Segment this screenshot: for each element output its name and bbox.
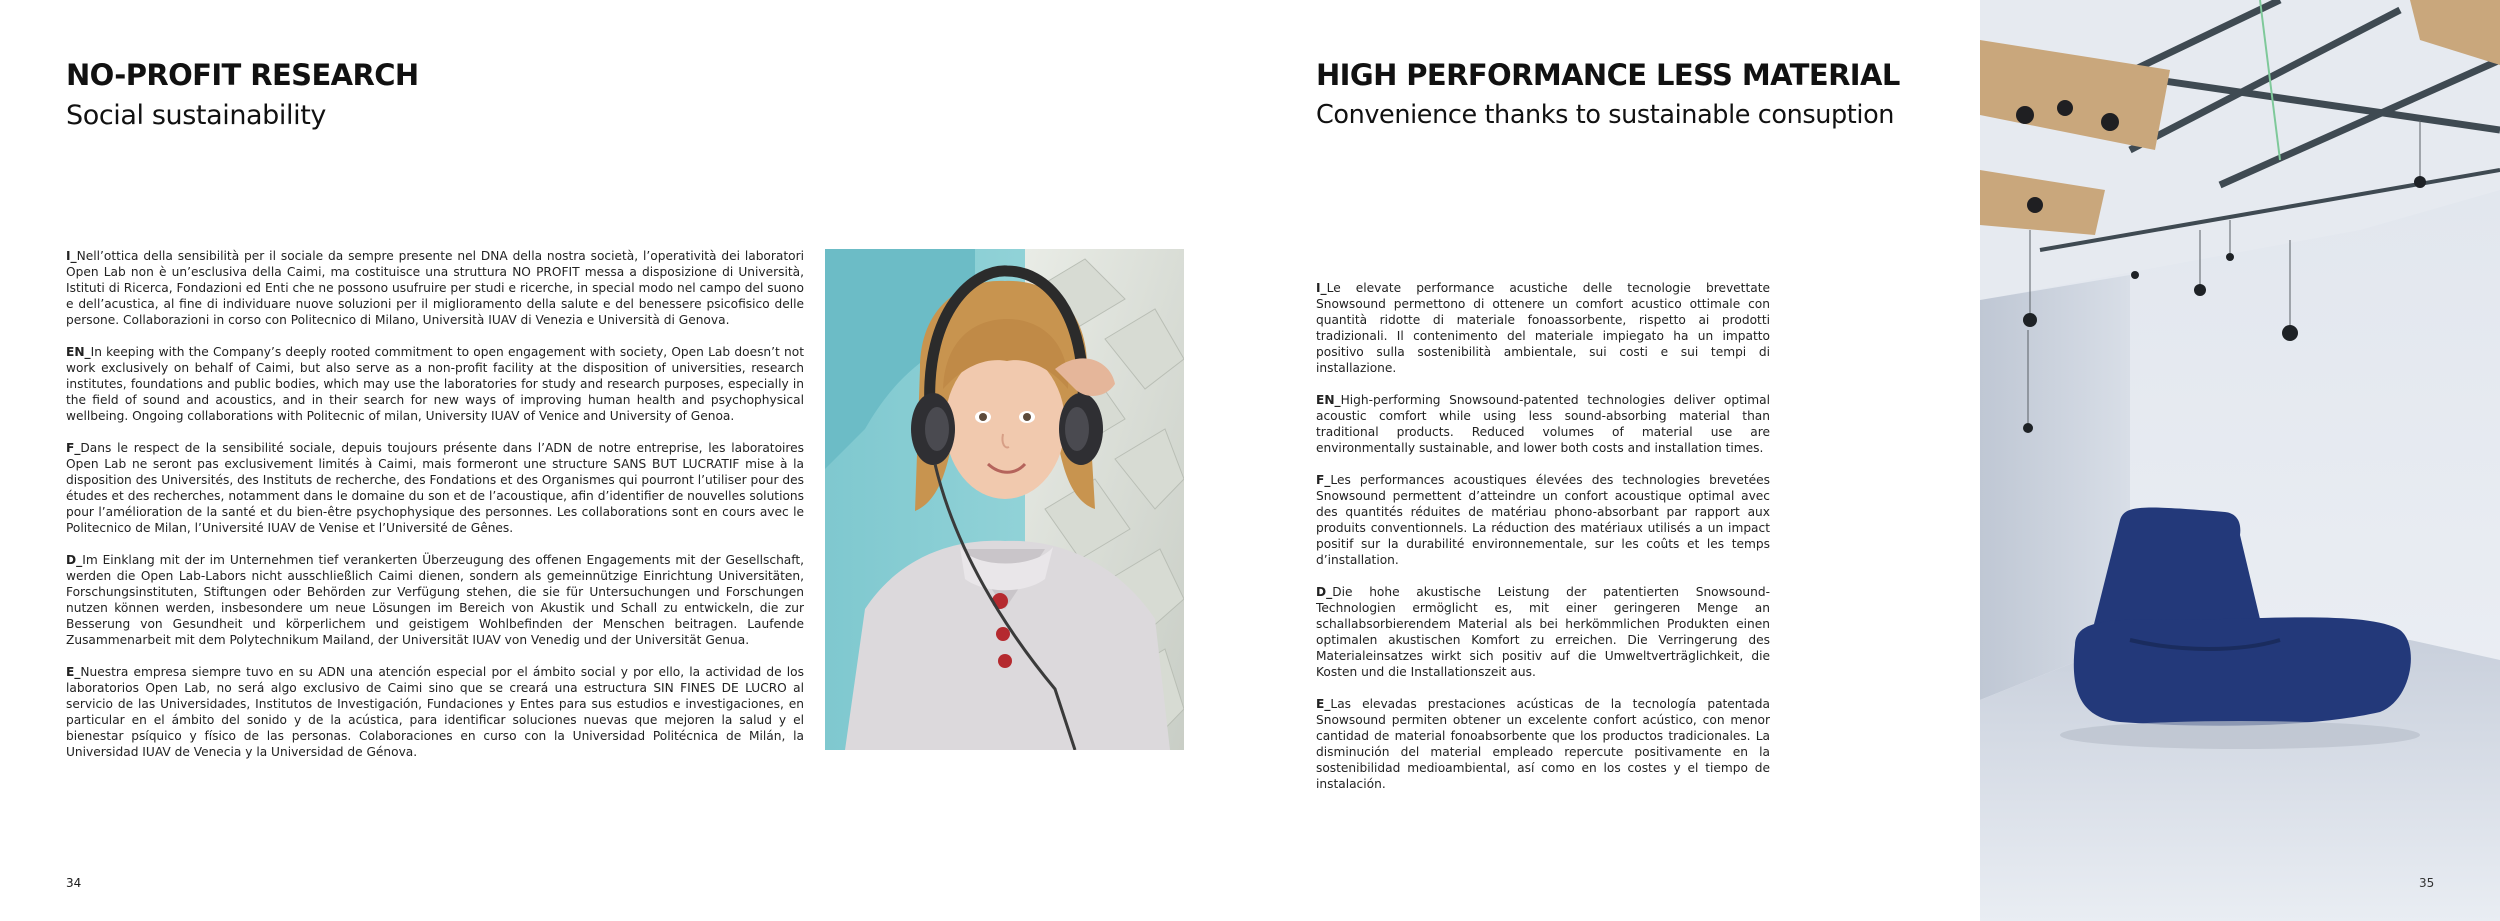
left-page-number: 34: [66, 876, 82, 890]
right-body-text: [1316, 280, 1770, 808]
paragraph-german: D_Im Einklang mit der im Unternehmen tief verankerten Überzeugung des offenen Engagements mit der Gesellschaft, werden die Open Lab-Labors nicht ausschließlich Caimi dienen, sondern als gemeinnützige Einrichtung Universitäten, Forschungsinstituten, Stiftungen oder Behörden zur Verfügung stehen, die sie für Untersuchungen und Forschungen nutzen können werden, insbesondere um neue Lösungen im Bereich von Akustik und Schall zu entwickeln, die zur Besserung von Gesundheit und körperlichem und geistigem Wohlbefinden der Menschen beitragen. Laufende Zusammenarbeit mit dem Polytechnikum Mailand, der Universität IUAV von Venedig und der Universität Genua.: [66, 553, 804, 647]
paragraph-spanish: E_Nuestra empresa siempre tuvo en su ADN una atención especial por el ámbito social y por ello, la actividad de los laboratorios Open Lab, no será algo exclusivo de Caimi sino que se creará una estructura SIN FINES DE LUCRO al servicio de las Universidades, Institutos de Investigación, Fundaciones y Entes para sus estudios e investigaciones, en particular en el ámbito del sonido y de la acústica, para identificar soluciones nuevas que mejoren la salud y el bienestar psíquico y físico de las personas. Colaboraciones en curso con la Universidad Politécnica de Milán, la Universidad IUAV de Venecia y la Universidad de Génova.: [66, 665, 804, 759]
photo-girl-headphones: [825, 249, 1184, 750]
paragraph-italian: I_Le elevate performance acustiche delle tecnologie brevettate Snowsound permettono di ottenere un comfort acustico ottimale con quantità ridotte di materiale fonoassorbente, rispetto ai prodotti tradizionali. Il contenimento del materiale impiegato ha un impatto positivo sulla sostenibilità ambientale, sui costi e sui tempi di installazione.: [1316, 281, 1770, 375]
left-page-subtitle: Social sustainability: [66, 100, 326, 131]
paragraph-spanish: E_Las elevadas prestaciones acústicas de la tecnología patentada Snowsound permiten obtener un excelente confort acústico, con menor cantidad de material fonoabsorbente que los productos tradicionales. La disminución del material empleado repercute positivamente en la sostenibilidad medioambiental, así como en los costes y el tiempo de instalación.: [1316, 697, 1770, 791]
paragraph-french: F_Les performances acoustiques élevées des technologies brevetées Snowsound permettent d’atteindre un confort acoustique optimal avec des quantités réduites de matériau phono-absorbant par rapport aux produits conventionnels. La réduction des matériaux utilisés a un impact positif sur la durabilité environnementale, sur les coûts et les temps d’installation.: [1316, 473, 1770, 567]
paragraph-italian: I_Nell’ottica della sensibilità per il sociale da sempre presente nel DNA della nostra società, l’operatività dei laboratori Open Lab non è un’esclusiva della Caimi, ma costituisce una struttura NO PROFIT messa a disposizione di Università, Istituti di Ricerca, Fondazioni ed Enti che ne possono usufruire per studi e ricerche, in special modo nel campo del suono e dell’acustica, al fine di individuare nuove soluzioni per il miglioramento della salute e del benessere psicofisico delle persone. Collaborazioni in corso con Politecnico di Milano, Università IUAV di Venezia e Università di Genova.: [66, 249, 804, 327]
right-page-title: HIGH PERFORMANCE LESS MATERIAL: [1316, 58, 1900, 92]
paragraph-german: D_Die hohe akustische Leistung der patentierten Snowsound-Technologien ermöglicht es, mit einer geringeren Menge an schallabsorbierendem Material als bei herkömmlichen Produkten einen optimalen akustischen Komfort zu erreichen. Die Verringerung des Materialeinsatzes wirkt sich positiv auf die Umweltverträglichkeit, die Kosten und die Installationszeit aus.: [1316, 585, 1770, 679]
photo-showroom-sofa: [1980, 0, 2500, 921]
left-body-text: [66, 248, 804, 776]
paragraph-english: EN_In keeping with the Company’s deeply rooted commitment to open engagement with society, Open Lab doesn’t not work exclusively on behalf of Caimi, but also serve as a non-profit facility at the disposition of universities, research institutes, foundations and public bodies, which may use the laboratories for study and research purposes, especially in the field of sound and acoustics, and in their search for new ways of improving human health and psychophysical wellbeing. Ongoing collaborations with Politecnic of milan, University IUAV of Venice and University of Genoa.: [66, 345, 804, 423]
paragraph-french: F_Dans le respect de la sensibilité sociale, depuis toujours présente dans l’ADN de notre entreprise, les laboratoires Open Lab ne seront pas exclusivement limités à Caimi, mais formeront une structure SANS BUT LUCRATIF mise à la disposition des Universités, des Instituts de recherche, des Fondations et des Organismes qui pourront l’utiliser pour des études et des recherches, notamment dans le domaine du son et de l’acoustique, afin d’identifier de nouvelles solutions pour l’amélioration de la santé et du bien-être psychophysique des personnes. Les collaborations sont en cours avec le Politecnico de Milan, l’Université IUAV de Venise et l’Université de Gênes.: [66, 441, 804, 535]
right-page-subtitle: Convenience thanks to sustainable consuption: [1316, 100, 1895, 130]
right-page-number: 35: [2419, 876, 2435, 890]
left-page-title: NO-PROFIT RESEARCH: [66, 58, 419, 92]
paragraph-english: EN_High-performing Snowsound-patented technologies deliver optimal acoustic comfort while using less sound-absorbing material than traditional products. Reduced volumes of material use are environmentally sustainable, and lower both costs and installation times.: [1316, 393, 1770, 455]
